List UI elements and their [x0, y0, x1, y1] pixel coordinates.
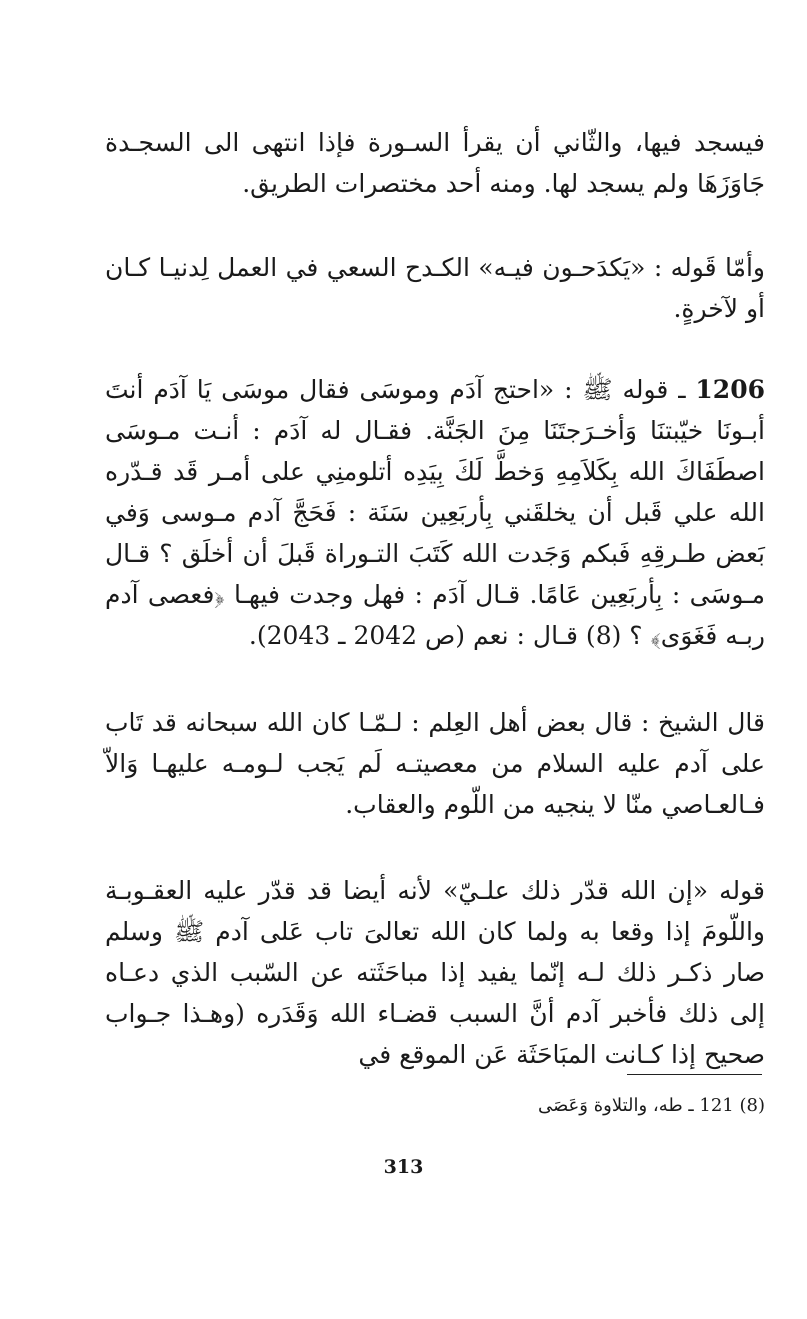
paragraph-2: وأمّا قَوله : «يَكدَحـون فيـه» الكـدح السعي في العمل لِدنيـا كـان أو لآخرةٍ.: [105, 253, 765, 323]
hadith-text: ـ قوله ﷺ : «احتج آدَم وموسَى فقال موسَى يَا آدَم أنتَ أبـونَا خيّبتنَا وَأخـرَجتَنَا مِنَ الجَنَّة. فقـال له آدَم : أنـت مـوسَى اصطَفَاكَ الله بِكَلاَمِهِ وَخطَّ لَكَ بِيَدِه أتلومنِي على أمـر قَد قـدّره الله علي قَبل أن يخلقَني بِأربَعِين سَنَة : فَحَجَّ آدم مـوسى وَفي بَعض طـرقِهِ فَبكم وَجَدت الله كَتَبَ التـوراة قَبلَ أن أخلَق ؟ قـال مـوسَى : بِأربَعِين عَامًا. قـال آدَم : فهل وجدت فيهـا ﴿فعصى آدم ربـه فَغَوَى﴾ ؟ (8) قـال : نعم (ص 2042 ـ 2043).: [105, 375, 765, 650]
hadith-number: 1206: [695, 375, 765, 404]
footnote: (8) 121 ـ طه، والتلاوة وَعَصَى: [537, 1095, 765, 1116]
paragraph-1: فيسجد فيها، والثّاني أن يقرأ السـورة فإذا انتهى الى السجـدة جَاوَزَهَا ولم يسجد لها. ومنه أحد مختصرات الطريق.: [105, 128, 765, 198]
paragraph-sheikh-commentary: قال الشيخ : قال بعض أهل العِلم : لـمّـا كان الله سبحانه قد تَاب على آدم عليه السلام من معصيتـه لَم يَجب لـومـه عليهـا وَالاّ فـالعـاصي منّا لا ينجيه من اللّوم والعقاب.: [105, 708, 765, 819]
page-number: 313: [383, 1156, 424, 1178]
paragraph-5: قوله «إن الله قدّر ذلك علـيّ» لأنه أيضا قد قدّر عليه العقـوبـة واللّومَ إذا وقعا به ولما كان الله تعالىَ تاب عَلى آدم ﷺ وسلم صار ذكـر ذلك لـه إنّما يفيد إذا مباحَثَته عن السّبب الذي دعـاه إلى ذلك فأخبر آدم أنَّ السبب قضـاء الله وَقَدَره (وهـذا جـواب صحيح إذا كـانت المبَاحَثَة عَن الموقع في: [105, 876, 765, 1069]
footnote-separator: [627, 1074, 762, 1075]
paragraph-hadith-1206: [105, 369, 765, 656]
